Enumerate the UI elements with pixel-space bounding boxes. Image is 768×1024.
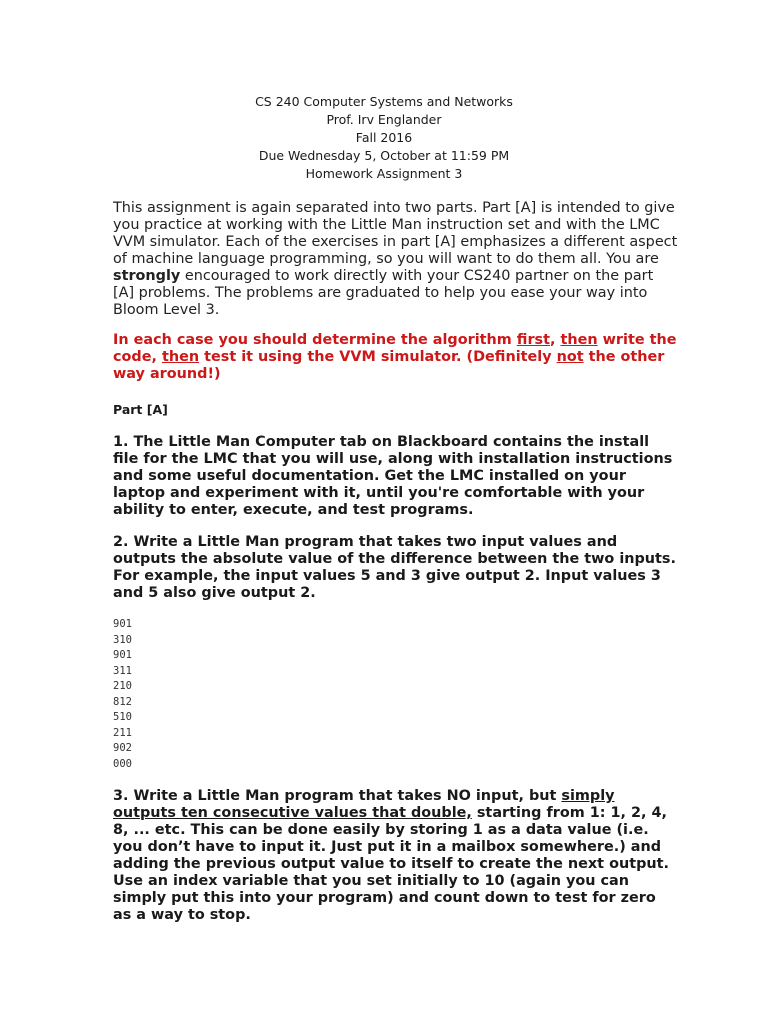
intro-line: you practice at working with the Little Man instruction set and with the LMC (113, 217, 660, 233)
question-line: For example, the input values 5 and 3 give output 2. Input values 3 (113, 568, 661, 584)
note-text: In each case you should determine the algorithm (113, 332, 517, 348)
question-line: ability to enter, execute, and test programs. (113, 502, 474, 518)
assignment-title: Homework Assignment 3 (305, 166, 463, 181)
note-line: way around!) (113, 366, 221, 382)
note-text: write the (597, 332, 677, 348)
question-2 (113, 534, 676, 602)
underline-first: first (516, 332, 550, 348)
part-a-heading: Part [A] (113, 402, 168, 417)
code-line: 210 (113, 680, 132, 692)
note-line (113, 332, 677, 349)
note-text: code, (113, 349, 162, 365)
question-line: 1. The Little Man Computer tab on Blackboard contains the install (113, 434, 650, 450)
lmc-program-code (113, 617, 132, 772)
question-line: file for the LMC that you will use, along with installation instructions (113, 451, 673, 467)
code-line: 000 (113, 757, 132, 770)
code-line: 510 (113, 711, 132, 723)
question-text: starting from 1: 1, 2, 4, (471, 805, 667, 821)
intro-text: encouraged to work directly with your CS240 partner on the part (180, 268, 654, 284)
question-1 (113, 434, 673, 519)
question-line: 8, ... etc. This can be done easily by storing 1 as a data value (i.e. (113, 822, 649, 838)
intro-line: VVM simulator. Each of the exercises in part [A] emphasizes a different aspect (113, 234, 678, 250)
note-text: the other (583, 349, 665, 365)
underline-then: then (161, 349, 200, 365)
assignment-header (0, 93, 768, 183)
underline-outputs: outputs ten consecutive values that double, (113, 805, 472, 821)
question-line: as a way to stop. (113, 907, 251, 923)
intro-line (113, 268, 673, 285)
question-line (113, 805, 673, 822)
intro-line: This assignment is again separated into two parts. Part [A] is intended to give (113, 200, 675, 216)
code-line: 901 (113, 618, 132, 630)
code-line: 211 (113, 726, 132, 739)
underline-not: not (556, 349, 584, 365)
question-line: and some useful documentation. Get the LMC installed on your (113, 468, 626, 484)
question-line: laptop and experiment with it, until you're comfortable with your (113, 485, 645, 501)
question-text: 3. Write a Little Man program that takes NO input, but (113, 788, 562, 804)
algorithm-note (113, 332, 677, 383)
code-line: 812 (113, 695, 132, 708)
underline-then: then (560, 332, 598, 348)
intro-line: [A] problems. The problems are graduated to help you ease your way into (113, 285, 648, 301)
emphasis-strongly: strongly (113, 268, 181, 284)
note-line (113, 349, 673, 366)
note-text: , (550, 332, 561, 348)
code-line: 310 (113, 633, 132, 646)
course-title: CS 240 Computer Systems and Networks (255, 94, 513, 109)
question-line: outputs the absolute value of the difference between the two inputs. (113, 551, 676, 567)
question-line: simply put this into your program) and count down to test for zero (113, 890, 656, 906)
question-3 (113, 788, 673, 924)
term: Fall 2016 (355, 130, 413, 145)
code-line: 901 (113, 649, 132, 661)
professor-name: Prof. Irv Englander (326, 112, 442, 127)
intro-line: Bloom Level 3. (113, 302, 220, 318)
note-text: test it using the VVM simulator. (Definitely (199, 349, 557, 365)
code-line: 902 (113, 742, 132, 754)
question-line: you don’t have to input it. Just put it in a mailbox somewhere.) and (113, 839, 662, 855)
question-line: Use an index variable that you set initially to 10 (again you can (113, 873, 630, 889)
question-line: adding the previous output value to itself to create the next output. (113, 856, 669, 872)
question-line: and 5 also give output 2. (113, 585, 316, 601)
intro-paragraph (113, 200, 678, 319)
code-line: 311 (113, 664, 132, 677)
question-line: 2. Write a Little Man program that takes two input values and (113, 534, 618, 550)
question-line (113, 788, 673, 805)
underline-simply: simply (561, 788, 615, 804)
intro-line: of machine language programming, so you will want to do them all. You are (113, 251, 659, 267)
due-date: Due Wednesday 5, October at 11:59 PM (258, 148, 510, 163)
